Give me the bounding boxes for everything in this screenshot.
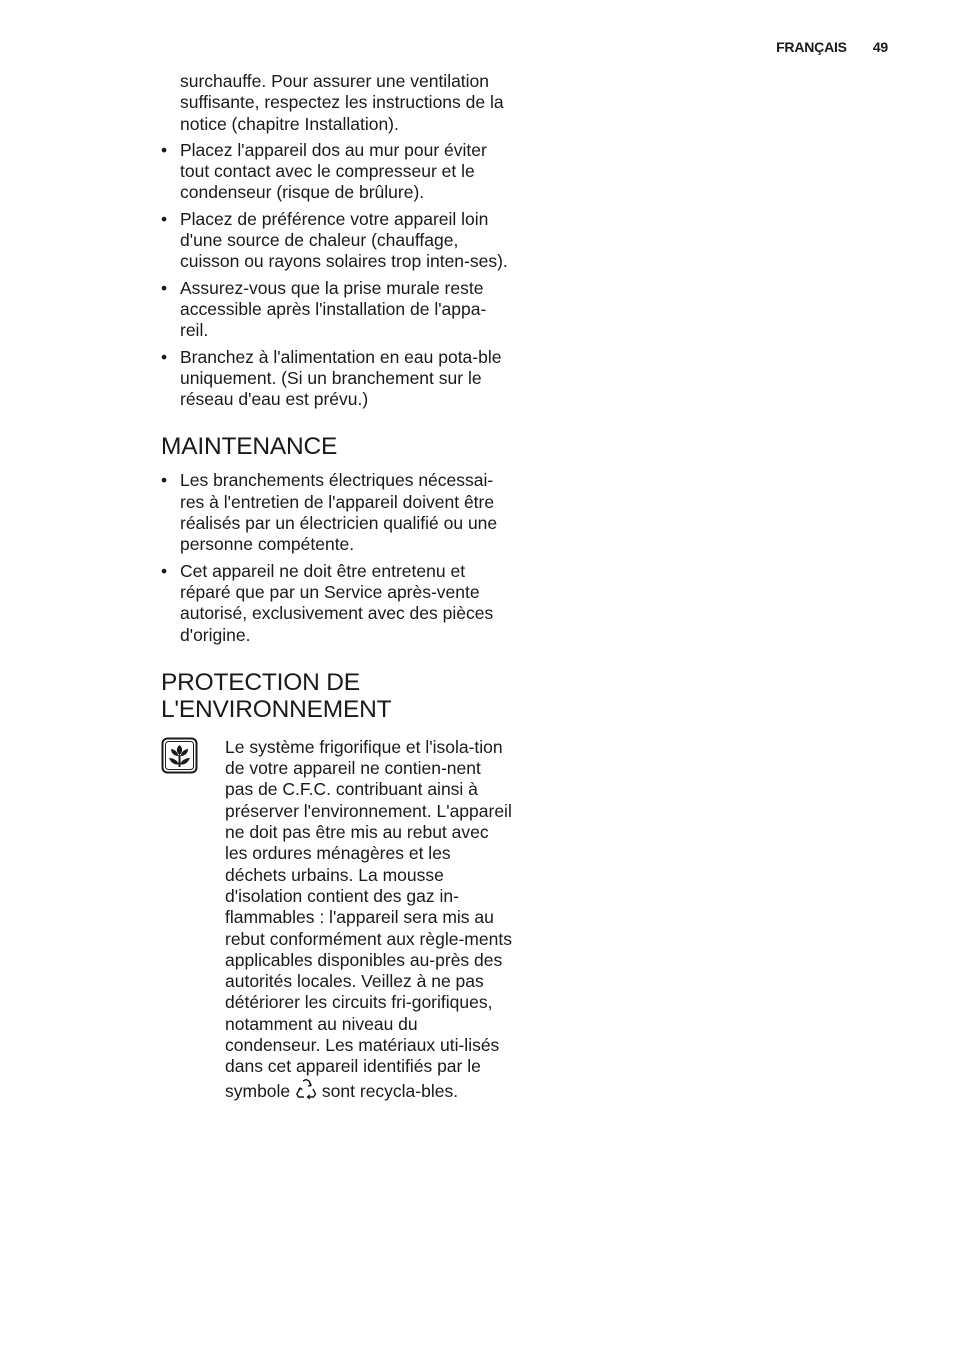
eco-flower-icon <box>161 737 198 774</box>
list-item: • Placez de préférence votre appareil loin d'une source de chaleur (chauffage, cuisson ou rayons solaires trop inten-ses). <box>161 209 513 273</box>
list-item: • Branchez à l'alimentation en eau pota-ble uniquement. (Si un branchement sur le réseau d'eau est prévu.) <box>161 347 513 411</box>
section-label: FRANÇAIS <box>776 39 847 55</box>
page-number: 49 <box>872 39 888 55</box>
environment-paragraph <box>225 737 513 1102</box>
environment-heading <box>161 669 513 723</box>
recycle-icon <box>295 1078 317 1100</box>
list-item: • Cet appareil ne doit être entretenu et réparé que par un Service après-vente autorisé, exclusivement avec des pièces d'origine. <box>161 561 513 646</box>
environment-section <box>161 737 513 1102</box>
list-item: • Assurez-vous que la prise murale reste accessible après l'installation de l'appa-reil. <box>161 278 513 342</box>
continued-paragraph: surchauffe. Pour assurer une ventilation suffisante, respectez les instructions de la notice (chapitre Installation). <box>180 71 504 134</box>
list-item: • Placez l'appareil dos au mur pour éviter tout contact avec le compresseur et le condenseur (risque de brûlure). <box>161 140 513 204</box>
environment-heading-line2: L'ENVIRONNEMENT <box>161 695 392 723</box>
environment-text-end: sont recycla-bles. <box>321 1080 459 1101</box>
environment-text: Le système frigorifique et l'isola-tion de votre appareil ne contien-nent pas de C.F.C. contribuant ainsi à préserver l'environnement. L'appareil ne doit pas être mis au rebut avec les ordures ménagères et les déchets urbains. La mousse d'isolation contient des gaz in-flammables : l'appareil sera mis au rebut conformément aux règle-ments applicables disponibles au-près des autorités locales. Veillez à ne pas détériorer les circuits fri-gorifiques, notamment au niveau du condenseur. Les matériaux uti-lisés dans cet appareil identifiés par le symbole <box>225 736 512 1101</box>
content-column <box>161 71 513 1102</box>
environment-heading-line1: PROTECTION DE <box>161 668 360 696</box>
page-header <box>776 39 888 55</box>
maintenance-heading: MAINTENANCE <box>161 433 338 461</box>
installation-bullets <box>161 140 513 411</box>
list-item: • Les branchements électriques nécessai-res à l'entretien de l'appareil doivent être réalisés par un électricien qualifié ou une personne compétente. <box>161 470 513 555</box>
maintenance-bullets <box>161 470 513 645</box>
